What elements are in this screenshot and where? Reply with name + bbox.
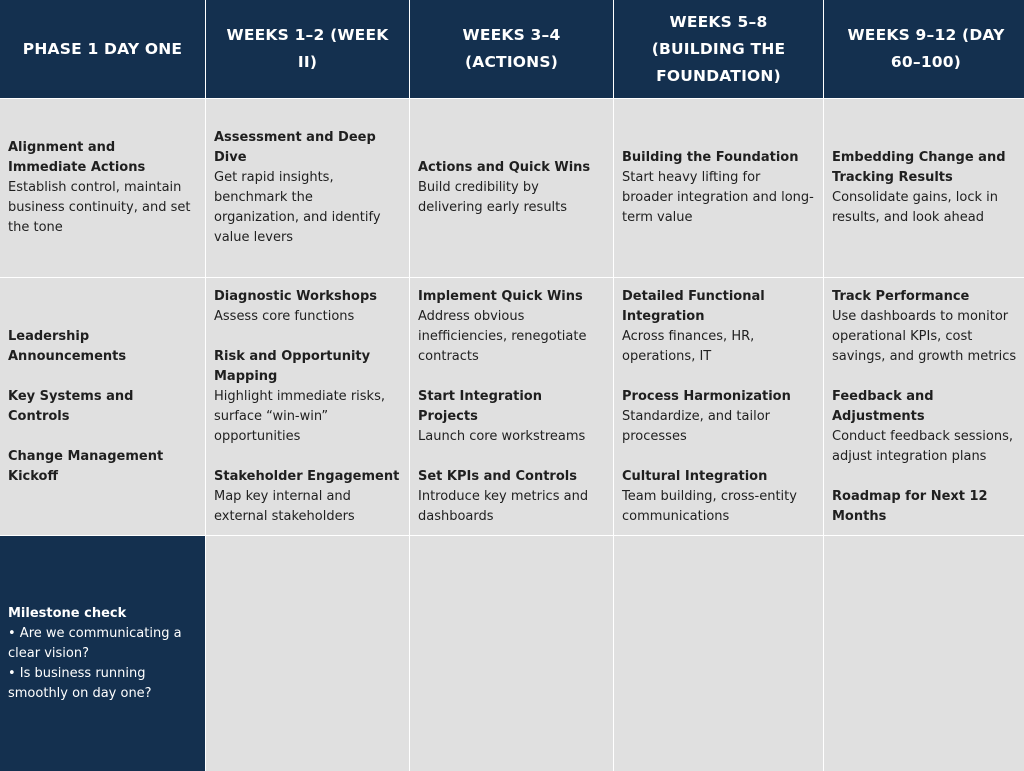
milestone-title: Milestone check [8,605,127,621]
activities-cell-3 [410,278,613,535]
milestone-check-cell [0,536,205,771]
header-weeks-1-2: WEEKS 1–2 (WEEK II) [206,0,409,98]
header-weeks-5-8: WEEKS 5–8 (BUILDING THE FOUNDATION) [614,0,823,98]
objective-text: Establish control, maintain business continuity, and set the tone [8,180,191,235]
activity-title: Change Management Kickoff [8,448,164,484]
activities-cell-2 [206,278,409,535]
empty-cell [206,536,409,771]
objective-cell-1 [0,99,205,277]
objective-cell-5 [824,99,1024,277]
objective-cell-4 [614,99,823,277]
objective-text: Start heavy lifting for broader integration and long-term value [622,170,814,225]
activity-title: Start Integration Projects [418,388,542,424]
objective-title: Embedding Change and Tracking Results [832,150,1006,185]
activity-title: Risk and Opportunity Mapping [214,348,371,384]
activity-title: Implement Quick Wins [418,288,583,304]
milestone-bullet: • Is business running smoothly on day one? [8,665,152,701]
header-weeks-3-4: WEEKS 3–4 (ACTIONS) [410,0,613,98]
activity-title: Diagnostic Workshops [214,288,377,304]
milestone-bullet: • Are we communicating a clear vision? [8,625,182,661]
activity-text: Assess core functions [214,308,355,324]
activity-text: Address obvious inefficiencies, renegotiate contracts [418,308,587,364]
activity-text: Use dashboards to monitor operational KPIs, cost savings, and growth metrics [832,308,1017,364]
activity-title: Key Systems and Controls [8,388,134,424]
activity-title: Feedback and Adjustments [832,388,934,424]
activity-title: Leadership Announcements [8,328,127,364]
activity-text: Standardize, and tailor processes [622,408,771,444]
activity-text: Across finances, HR, operations, IT [622,328,755,364]
activity-title: Stakeholder Engagement [214,468,400,484]
activity-title: Cultural Integration [622,468,768,484]
activities-cell-1 [0,278,205,535]
objective-title: Alignment and Immediate Actions [8,140,146,175]
header-weeks-9-12: WEEKS 9–12 (DAY 60–100) [824,0,1024,98]
activity-title: Track Performance [832,288,970,304]
header-phase-1: PHASE 1 DAY ONE [0,0,205,98]
activities-cell-4 [614,278,823,535]
activity-text: Introduce key metrics and dashboards [418,488,589,524]
activity-title: Detailed Functional Integration [622,288,765,324]
activity-text: Launch core workstreams [418,428,586,444]
activity-title: Process Harmonization [622,388,791,404]
activity-text: Conduct feedback sessions, adjust integration plans [832,428,1014,464]
activities-cell-5 [824,278,1024,535]
objective-text: Build credibility by delivering early results [418,180,568,215]
activity-text: Highlight immediate risks, surface “win-win” opportunities [214,388,385,444]
activity-title: Roadmap for Next 12 Months [832,488,988,524]
empty-cell [410,536,613,771]
empty-cell [614,536,823,771]
objective-title: Assessment and Deep Dive [214,130,376,165]
objective-text: Consolidate gains, lock in results, and look ahead [832,190,998,225]
objective-cell-2 [206,99,409,277]
objective-title: Actions and Quick Wins [418,160,591,175]
objective-text: Get rapid insights, benchmark the organization, and identify value levers [214,170,381,245]
objective-cell-3 [410,99,613,277]
activity-title: Set KPIs and Controls [418,468,577,484]
activity-text: Map key internal and external stakeholders [214,488,355,524]
empty-cell [824,536,1024,771]
activity-text: Team building, cross-entity communications [622,488,797,524]
objective-title: Building the Foundation [622,150,799,165]
